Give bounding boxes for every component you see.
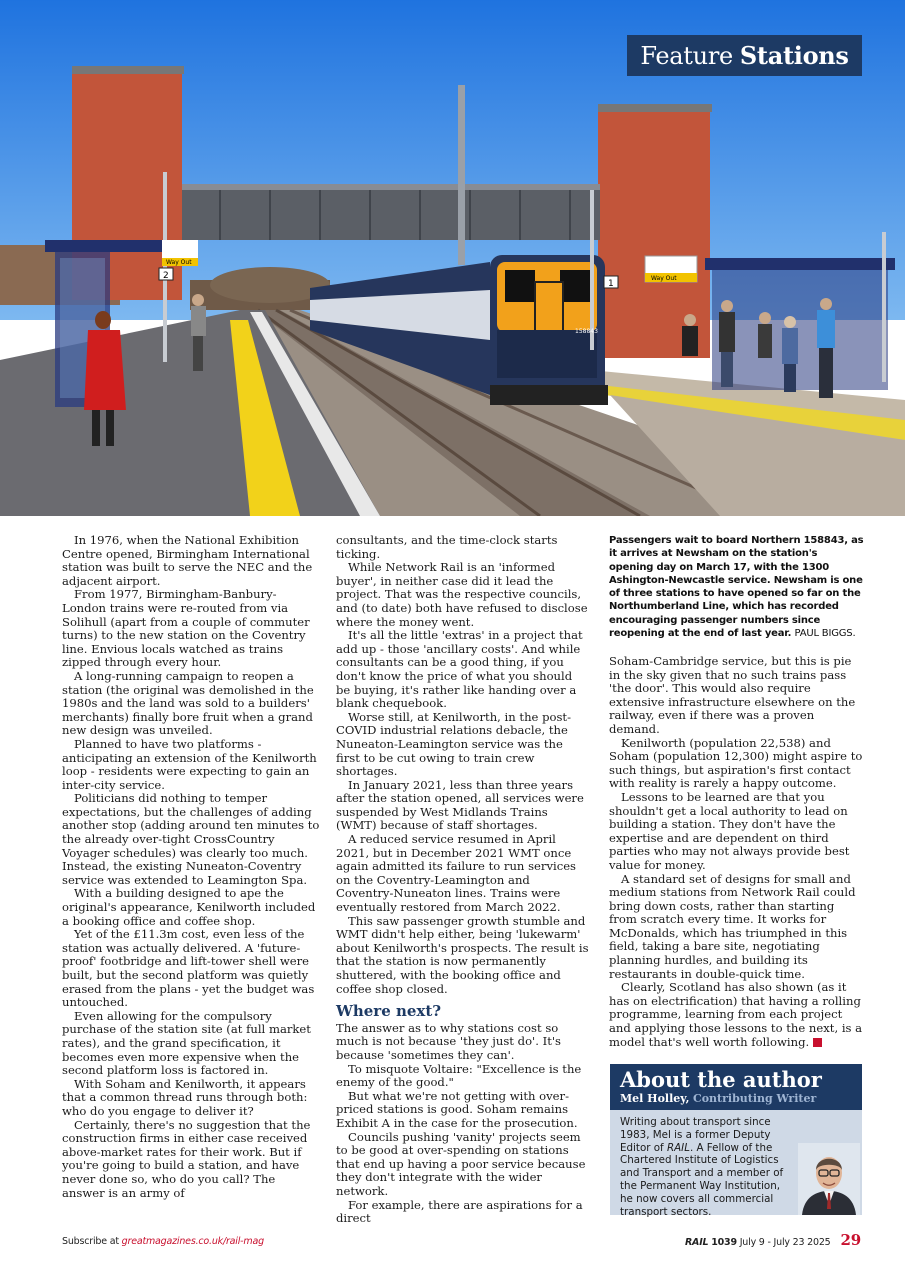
paragraph: Lessons to be learned are that you shouldn't get a local authority to lead on building a station. They don't have the expertise and are dependent on third parties who may not always provide best value for money. (609, 789, 850, 872)
paragraph: Kenilworth (population 22,538) and Soham (population 12,300) might aspire to such things, but aspiration's first contact with reality is rarely a happy outcome. (609, 735, 863, 791)
author-header (610, 1064, 862, 1110)
magazine-name: RAIL (666, 1141, 690, 1154)
paragraph: Certainly, there's no suggestion that the construction firms in either case received above-market rates for their work. But if you're going to build a station, and have never done so, who do you call? The answer is an army of (62, 1117, 311, 1200)
footer-issue-info (685, 1231, 861, 1249)
footer-issue-number: 1039 (711, 1237, 737, 1248)
author-role: Contributing Writer (692, 1092, 817, 1105)
paragraph: With a building designed to ape the original's appearance, Kenilworth included a booking office and coffee shop. (62, 886, 316, 928)
article-column-1 (62, 534, 320, 1200)
feature-stations-tag (627, 35, 862, 76)
paragraph: But what we're not getting with over-priced stations is good. Soham remains Exhibit A in the case for the prosecution. (336, 1088, 578, 1130)
paragraph: For example, there are aspirations for a direct (336, 1197, 583, 1226)
footer-magazine: RAIL (684, 1237, 709, 1248)
paragraph: The answer as to why stations cost so much is not because 'they just do'. It's because 'sometimes they can'. (336, 1020, 561, 1062)
footer-subscribe (62, 1236, 264, 1247)
sign-way-out-left: Way Out (166, 259, 192, 266)
author-bio-part: Writing about transport since 1983, Mel is a former Deputy Editor of (620, 1116, 771, 1154)
paragraph: A long-running campaign to reopen a station (the original was demolished in the 1980s and the land was sold to a builders' merchants) finally bore fruit when a grand new design was unveiled. (62, 668, 314, 738)
author-bio-part: . A Fellow of the Chartered Institute of Logistics and Transport and a member of the Permanent Way Institution, he now covers all commercial transport sectors. (620, 1141, 784, 1218)
author-heading: About the author (620, 1067, 822, 1092)
paragraph: While Network Rail is an 'informed buyer', in neither case did it lead the project. That was the respective councils, and (to date) both have refused to disclose where the money went. (336, 560, 588, 629)
sign-way-out-right: Way Out (651, 275, 677, 282)
caption-text: Passengers wait to board Northern 158843, as it arrives at Newsham on the station's opening day on March 17, with the 1300 Ashington-Newcastle service. Newsham is one of three stations to have opened so far on the Northumberland Line, which has recorded encouraging passenger numbers since reopening at the end of last year. (609, 535, 864, 640)
station-photo-illustration (0, 0, 905, 516)
photo-caption-block (609, 534, 864, 640)
section-label: Stations (739, 41, 849, 70)
paragraph: It's all the little 'extras' in a project that add up - those 'ancillary costs'. And while consultants can be a good thing, if you don't know the price of what you should be buying, it's rather like handing over a blank chequebook. (336, 628, 583, 711)
photo-credit: PAUL BIGGS. (794, 628, 856, 640)
train-number: 158843 (575, 328, 598, 335)
end-mark-icon: R (813, 1038, 822, 1047)
paragraph: In January 2021, less than three years after the station opened, all services were suspended by West Midlands Trains (WMT) because of staff shortages. (336, 777, 584, 833)
footer-dates: July 9 - July 23 2025 (739, 1237, 831, 1248)
about-the-author-box (610, 1064, 862, 1218)
author-bio-panel (610, 1110, 862, 1218)
subscribe-text: Subscribe at (62, 1236, 122, 1247)
paragraph: Soham-Cambridge service, but this is pie in the sky given that no such trains pass 'the door'. This would also require extensive infrastructure elsewhere on the railway, even if there was a proven demand. (609, 654, 856, 736)
platform-sign-2: 2 (163, 271, 169, 281)
platform-sign-1: 1 (608, 279, 614, 289)
page-number: 29 (840, 1231, 861, 1249)
author-bio (620, 1116, 795, 1218)
subheading-where-next: Where next? (336, 1002, 442, 1021)
feature-label: Feature (640, 41, 733, 70)
paragraph: consultants, and the time-clock starts ticking. (336, 533, 558, 561)
paragraph: In 1976, when the National Exhibition Centre opened, Birmingham International station was built to serve the NEC and the adjacent airport. (62, 533, 313, 588)
paragraph: With Soham and Kenilworth, it appears that a common thread runs through both: who do you engage to deliver it? (62, 1076, 308, 1118)
paragraph: Worse still, at Kenilworth, in the post-COVID industrial relations debacle, the Nuneaton-Leamington service was the first to be cut owing to train crew shortages. (336, 709, 572, 779)
photo-caption (609, 534, 864, 640)
paragraph (609, 981, 864, 1049)
paragraph: Yet of the £11.3m cost, even less of the station was actually delivered. A 'future-proof' footbridge and lift-tower shell were built, but the second platform was quietly erased from the plans - yet the budget was untouched. (62, 927, 315, 1010)
author-byline (620, 1092, 852, 1106)
paragraph: Politicians did nothing to temper expectations, but the challenges of adding another stop (adding around ten minutes to the already over-tight CrossCountry Voyager schedules) was clearly too much. Instead, the existing Nuneaton-Coventry service was extended to Leamington Spa. (62, 791, 320, 887)
author-portrait-icon (798, 1143, 860, 1215)
paragraph: A reduced service resumed in April 2021, but in December 2021 WMT once again admitted its failure to run services on the Coventry-Leamington and Coventry-Nuneaton lines. Trains were eventually restored from March 2022. (336, 832, 577, 915)
hero-photo (0, 0, 905, 516)
paragraph: To misquote Voltaire: "Excellence is the enemy of the good." (336, 1061, 582, 1090)
closing-paragraph: Clearly, Scotland has also shown (as it has on electrification) that having a rolling programme, learning from each project and applying those lessons to the next, is a model that's well worth following. (609, 980, 863, 1049)
paragraph: Even allowing for the compulsory purchase of the station site (at full market rates), and the grand specification, it becomes even more expensive when the second platform loss is factored in. (62, 1008, 311, 1078)
paragraph: This saw passenger growth stumble and WMT didn't help either, being 'lukewarm' about Kenilworth's prospects. The result is that the station is now permanently shuttered, with the booking office and coffee shop closed. (336, 913, 589, 996)
paragraph: A standard set of designs for small and medium stations from Network Rail could bring down costs, rather than starting from scratch every time. It works for McDonalds, which has triumphed in this field, taking a bare site, negotiating planning hurdles, and building its restaurants in double-quick time. (609, 871, 856, 981)
paragraph: Councils pushing 'vanity' projects seem to be good at over-spending on stations that end up having a poor service because they don't integrate with the wider network. (336, 1129, 586, 1198)
paragraph: From 1977, Birmingham-Banbury-London trains were re-routed from via Solihull (apart from a couple of commuter turns) to the new station on the Coventry line. Envious locals watched as trains zipped through every hour. (62, 587, 310, 670)
author-name: Mel Holley, (620, 1092, 690, 1105)
subscribe-link[interactable]: greatmagazines.co.uk/rail-mag (121, 1236, 264, 1247)
paragraph: Planned to have two platforms - anticipating an extension of the Kenilworth loop - residents were expecting to gain an inter-city service. (62, 736, 317, 792)
article-column-2 (336, 534, 589, 1226)
article-column-3 (609, 655, 864, 1049)
